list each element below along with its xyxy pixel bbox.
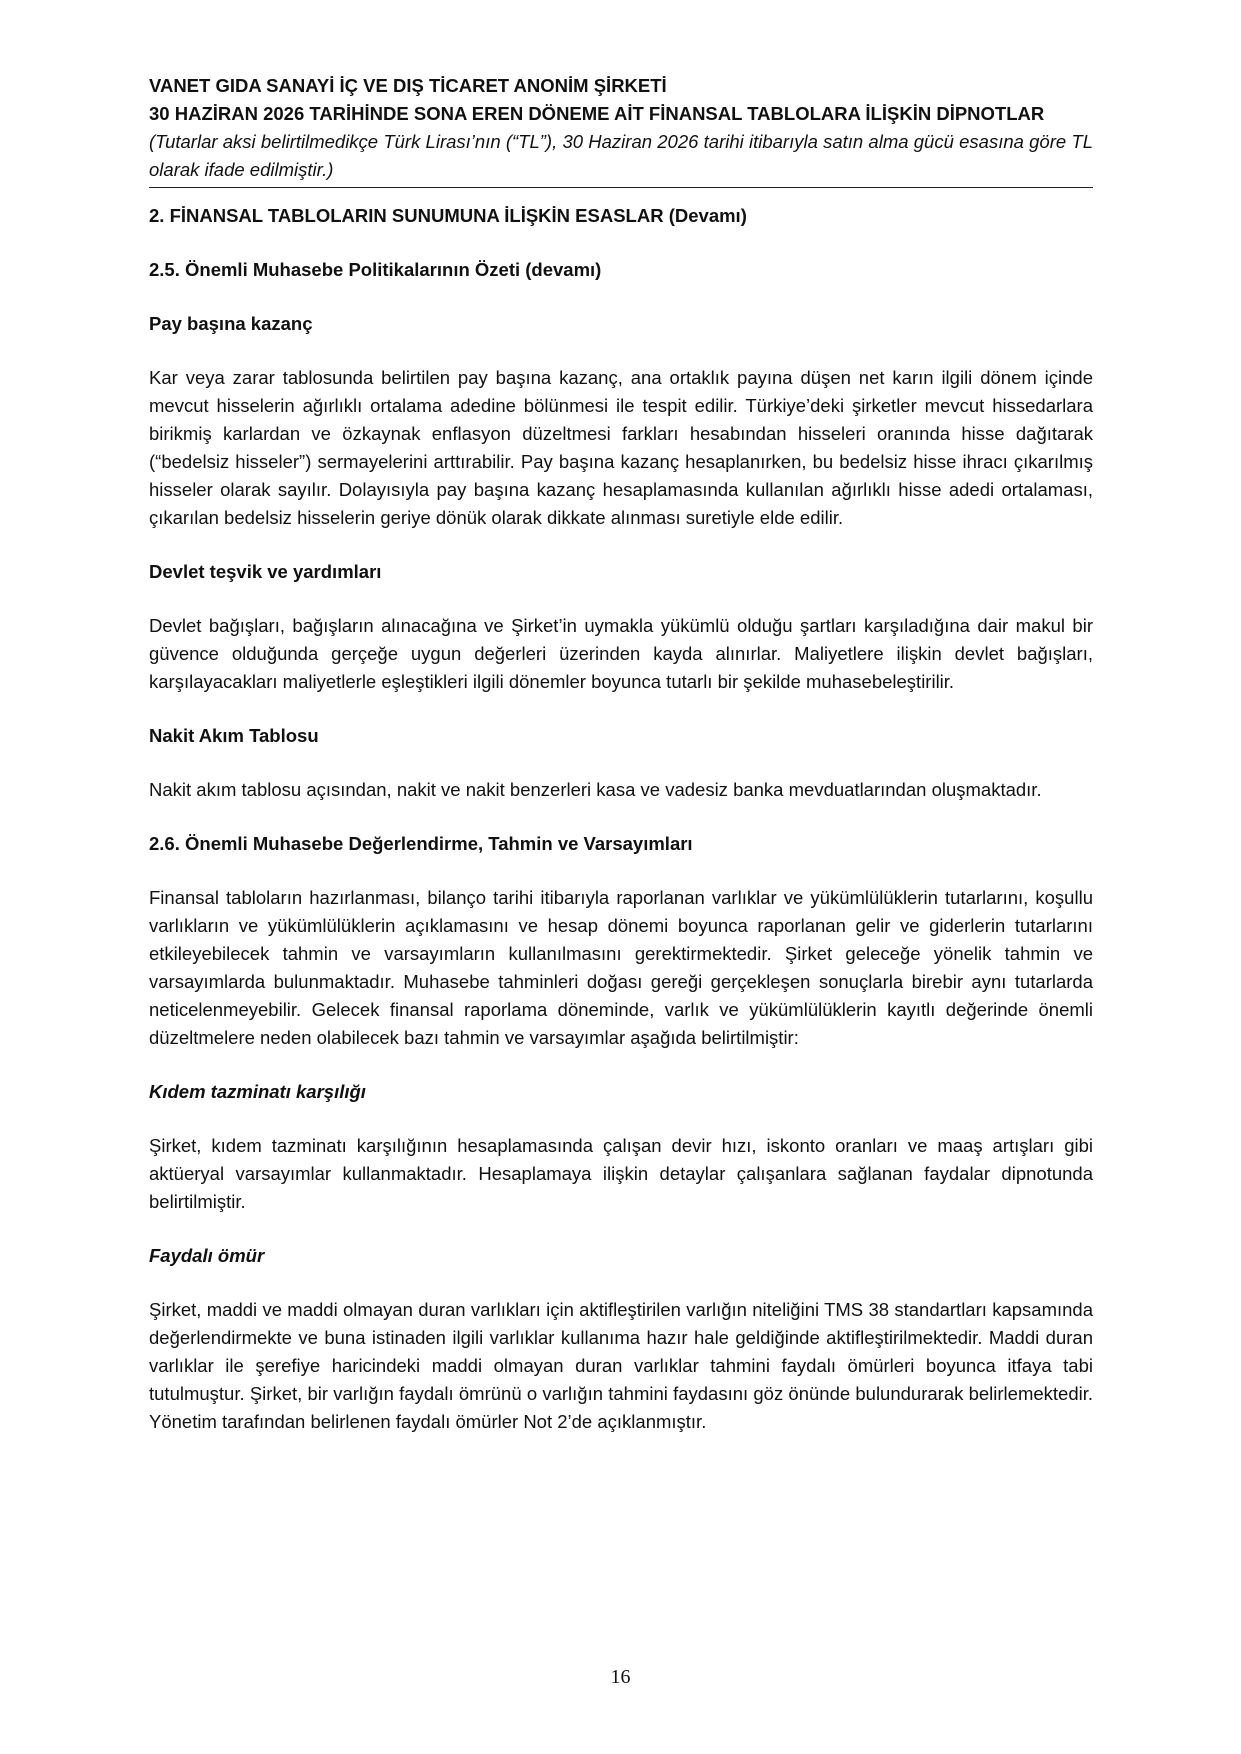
- grants-paragraph: Devlet bağışları, bağışların alınacağına ve Şirket’in uymakla yükümlü olduğu şartları karşıladığına dair makul bir güvence olduğunda gerçeğe uygun değerleri üzerinden kayda alınırlar. Maliyetlere ilişkin devlet bağışları, karşılayacakları maliyetlerle eşleştikleri ilgili dönemler boyunca tutarlı bir şekilde muhasebeleştirilir.: [149, 615, 1093, 692]
- estimates-paragraph: Finansal tabloların hazırlanması, bilanço tarihi itibarıyla raporlanan varlıklar ve yükümlülüklerin tutarlarını, koşullu varlıkların ve yükümlülüklerin açıklamasını ve hesap dönemi boyunca raporlanan gelir ve giderlerin tutarlarını etkileyebilecek tahmin ve varsayımların kullanılmasını gerektirmektedir. Şirket geleceğe yönelik tahmin ve varsayımlarda bulunmaktadır. Muhasebe tahminleri doğası gereği gerçekleşen sonuçlarla birebir aynı tutarlarda neticelenmeyebilir. Gelecek finansal raporlama döneminde, varlık ve yükümlülüklerin kayıtlı değerinde önemli düzeltmelere neden olabilecek bazı tahmin ve varsayımlar aşağıda belirtilmiştir:: [149, 887, 1093, 1048]
- header-divider: [149, 187, 1093, 188]
- page-header: [149, 72, 1093, 188]
- useful-life-paragraph: Şirket, maddi ve maddi olmayan duran varlıkları için aktifleştirilen varlığın niteliğini TMS 38 standartları kapsamında değerlendirmekte ve buna istinaden ilgili varlıklar kullanıma hazır hale geldiğinde aktifleştirilmektedir. Maddi duran varlıklar ile şerefiye haricindeki maddi olmayan duran varlıklar tahmini faydalı ömürleri boyunca itfaya tabi tutulmuştur. Şirket, bir varlığın faydalı ömrünü o varlığın tahmini faydasını göz önünde bulundurarak belirlemektedir. Yönetim tarafından belirlenen faydalı ömürler Not 2’de açıklanmıştır.: [149, 1299, 1093, 1432]
- cash-flow-paragraph: Nakit akım tablosu açısından, nakit ve nakit benzerleri kasa ve vadesiz banka mevduatlarından oluşmaktadır.: [149, 779, 1042, 800]
- subsection-2-5-title: 2.5. Önemli Muhasebe Politikalarının Özeti (devamı): [149, 259, 602, 280]
- page-number: 16: [610, 1666, 631, 1688]
- section-title: 2. FİNANSAL TABLOLARIN SUNUMUNA İLİŞKİN ESASLAR (Devamı): [149, 205, 747, 226]
- severance-paragraph: Şirket, kıdem tazminatı karşılığının hesaplamasında çalışan devir hızı, iskonto oranları ve maaş artışları gibi aktüeryal varsayımlar kullanmaktadır. Hesaplamaya ilişkin detaylar çalışanlara sağlanan faydalar dipnotunda belirtilmiştir.: [149, 1135, 1093, 1212]
- eps-paragraph: Kar veya zarar tablosunda belirtilen pay başına kazanç, ana ortaklık payına düşen net karın ilgili dönem içinde mevcut hisselerin ağırlıklı ortalama adedine bölünmesi ile tespit edilir. Türkiye’deki şirketler mevcut hissedarlara birikmiş karlardan ve özkaynak enflasyon düzeltmesi farkları hesabından hisseleri oranında hisse dağıtarak (“bedelsiz hisseler”) sermayelerini arttırabilir. Pay başına kazanç hesaplanırken, bu bedelsiz hisse ihracı çıkarılmış hisseler olarak sayılır. Dolayısıyla pay başına kazanç hesaplamasında kullanılan ağırlıklı hisse adedi ortalaması, çıkarılan bedelsiz hisselerin geriye dönük olarak dikkate alınması suretiyle elde edilir.: [149, 367, 1093, 528]
- useful-life-heading: Faydalı ömür: [149, 1245, 265, 1266]
- report-title: 30 HAZİRAN 2026 TARİHİNDE SONA EREN DÖNEME AİT FİNANSAL TABLOLARA İLİŞKİN DİPNOTLAR: [149, 103, 1045, 124]
- eps-heading: Pay başına kazanç: [149, 313, 313, 334]
- severance-heading: Kıdem tazminatı karşılığı: [149, 1081, 366, 1102]
- currency-note: (Tutarlar aksi belirtilmedikçe Türk Lirası’nın (“TL”), 30 Haziran 2026 tarihi itibarıyla satın alma gücü esasına göre TL olarak ifade edilmiştir.): [149, 131, 1093, 180]
- cash-flow-heading: Nakit Akım Tablosu: [149, 725, 319, 746]
- company-name: VANET GIDA SANAYİ İÇ VE DIŞ TİCARET ANONİM ŞİRKETİ: [149, 75, 667, 96]
- document-page: [149, 72, 1093, 1436]
- subsection-2-6-title: 2.6. Önemli Muhasebe Değerlendirme, Tahmin ve Varsayımları: [149, 833, 693, 854]
- grants-heading: Devlet teşvik ve yardımları: [149, 561, 382, 582]
